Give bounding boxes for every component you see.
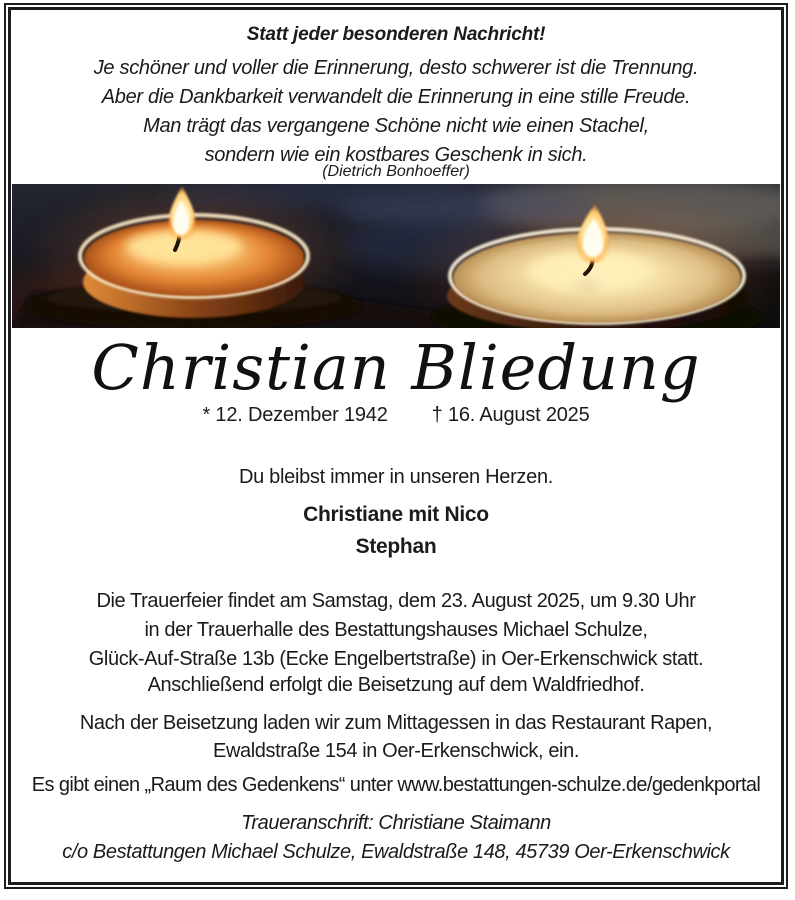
farewell-line: Du bleibst immer in unseren Herzen. <box>238 466 554 488</box>
life-dates <box>11 404 781 427</box>
opening-title: Statt jeder besonderen Nachricht! <box>246 24 546 45</box>
quote-line: Aber die Dankbarkeit verwandelt die Erinnerung in eine stille Freude. <box>101 86 691 108</box>
memorial-portal-note: Es gibt einen „Raum des Gedenkens“ unter www.bestattungen-schulze.de/gedenkportal <box>31 774 761 796</box>
notice-outer-border <box>4 3 788 889</box>
condolence-address-name: Traueranschrift: Christiane Staimann <box>241 812 551 834</box>
memorial-quote <box>11 54 781 170</box>
burial-line: Anschließend erfolgt die Beisetzung auf dem Waldfriedhof. <box>147 674 645 696</box>
quote-line: Man trägt das vergangene Schöne nicht wie einen Stachel, <box>143 115 649 137</box>
funeral-line: Die Trauerfeier findet am Samstag, dem 23. August 2025, um 9.30 Uhr <box>96 590 696 612</box>
funeral-line: Glück-Auf-Straße 13b (Ecke Engelbertstraße) in Oer-Erkenschwick statt. <box>88 648 704 670</box>
notice-inner-border <box>8 7 784 885</box>
mourner-line: Stephan <box>355 535 437 558</box>
death-date: † 16. August 2025 <box>431 404 590 426</box>
quote-line: sondern wie ein kostbares Geschenk in sich. <box>204 144 588 166</box>
quote-attribution: (Dietrich Bonhoeffer) <box>322 163 470 180</box>
candles-photo <box>12 184 780 328</box>
funeral-line: in der Trauerhalle des Bestattungshauses Michael Schulze, <box>144 619 648 641</box>
deceased-name: Christian Bliedung <box>91 331 701 404</box>
reception-line: Ewaldstraße 154 in Oer-Erkenschwick, ein. <box>213 740 579 762</box>
funeral-details <box>11 587 781 674</box>
reception-line: Nach der Beisetzung laden wir zum Mittagessen in das Restaurant Rapen, <box>79 712 713 734</box>
birth-date: * 12. Dezember 1942 <box>202 404 388 426</box>
mourner-line: Christiane mit Nico <box>303 503 489 526</box>
reception-details <box>11 709 781 765</box>
condolence-address-street: c/o Bestattungen Michael Schulze, Ewaldstraße 148, 45739 Oer-Erkenschwick <box>62 841 730 863</box>
quote-line: Je schöner und voller die Erinnerung, desto schwerer ist die Trennung. <box>93 57 699 79</box>
